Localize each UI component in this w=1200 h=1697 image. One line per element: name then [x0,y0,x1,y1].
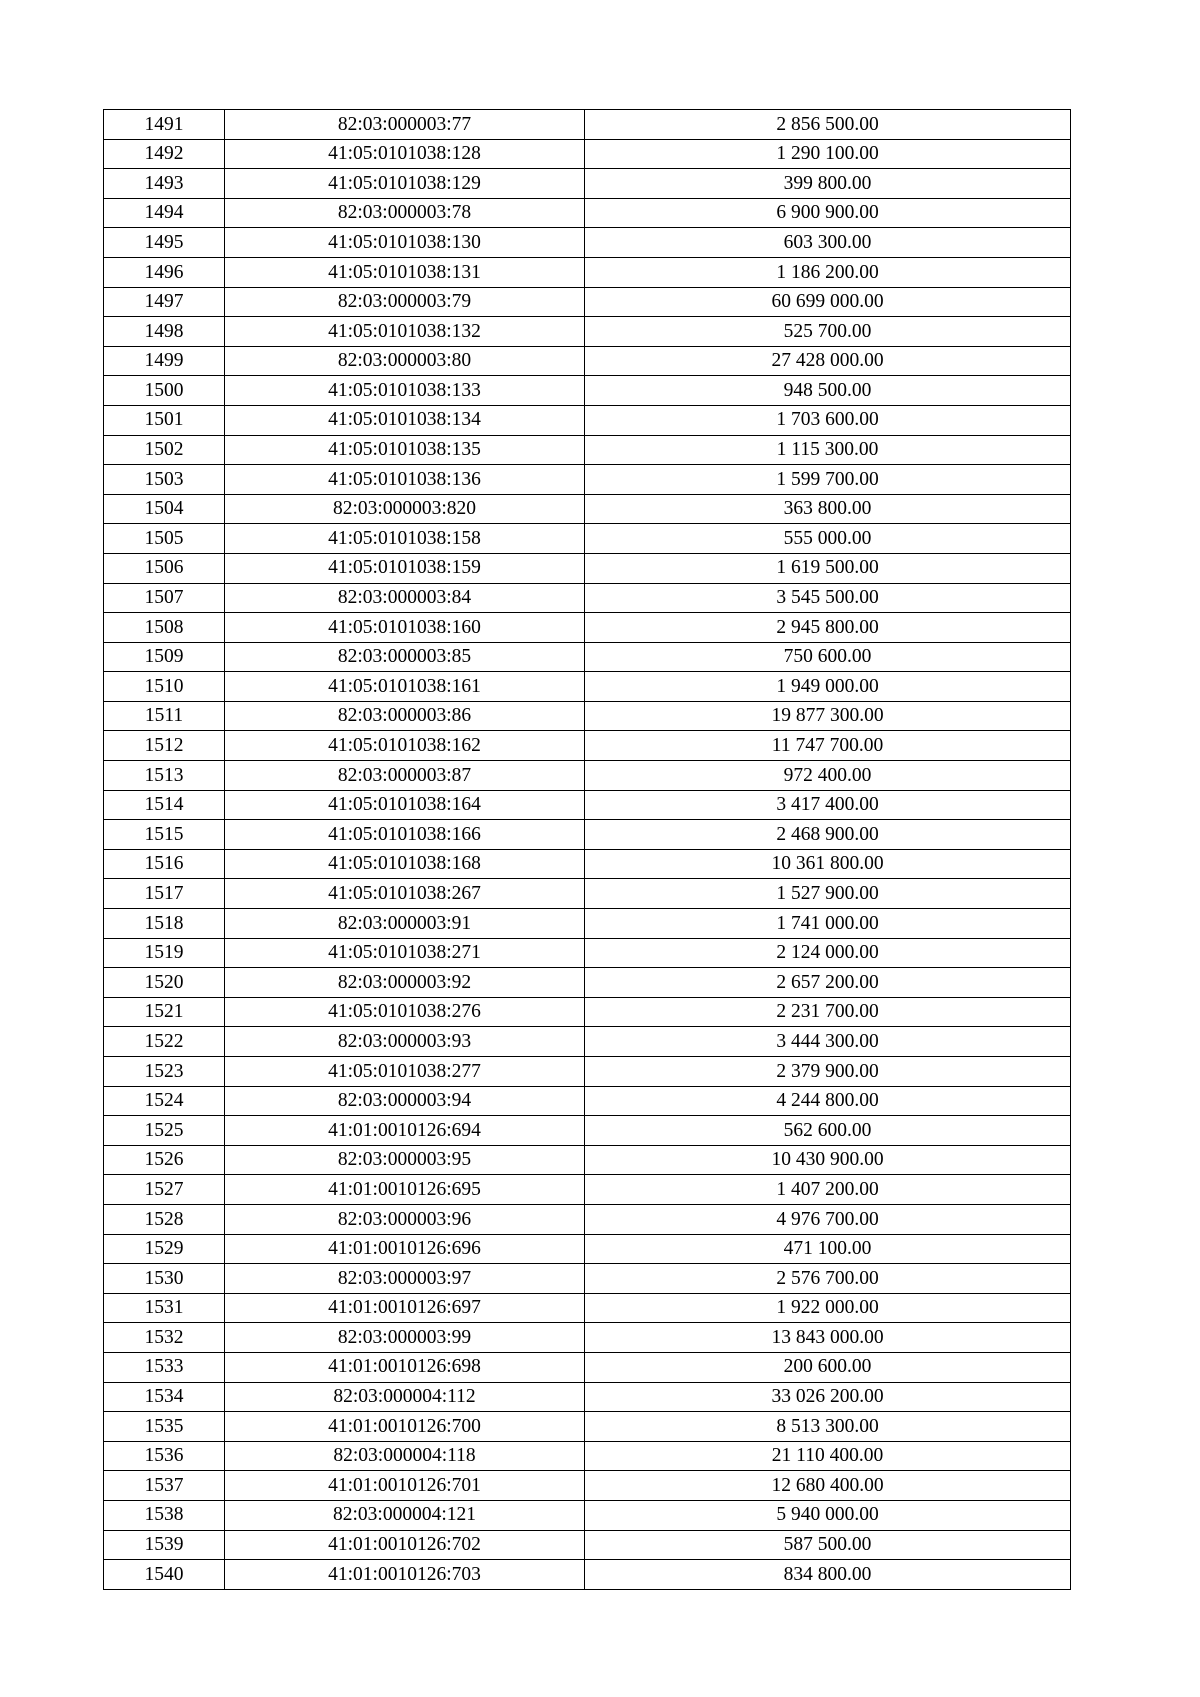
cadastral-number-cell: 41:05:0101038:166 [225,820,585,850]
table-row [104,1175,1071,1205]
row-number-cell: 1536 [104,1441,225,1471]
cadastral-number-cell: 41:05:0101038:136 [225,465,585,495]
cadastral-number-cell: 82:03:000004:121 [225,1500,585,1530]
cadastral-number-cell: 41:01:0010126:696 [225,1234,585,1264]
cadastral-number-cell: 82:03:000003:87 [225,761,585,791]
table-row [104,1204,1071,1234]
cadastral-value-cell: 587 500.00 [585,1530,1071,1560]
cadastral-number-cell: 41:01:0010126:695 [225,1175,585,1205]
row-number-cell: 1520 [104,968,225,998]
cadastral-value-cell: 21 110 400.00 [585,1441,1071,1471]
table-row [104,1471,1071,1501]
row-number-cell: 1524 [104,1086,225,1116]
row-number-cell: 1498 [104,317,225,347]
cadastral-number-cell: 82:03:000003:92 [225,968,585,998]
cadastral-value-cell: 60 699 000.00 [585,287,1071,317]
table-row [104,938,1071,968]
cadastral-number-cell: 82:03:000003:84 [225,583,585,613]
row-number-cell: 1513 [104,761,225,791]
row-number-cell: 1539 [104,1530,225,1560]
table-row [104,1352,1071,1382]
row-number-cell: 1508 [104,613,225,643]
cadastral-number-cell: 41:01:0010126:697 [225,1293,585,1323]
row-number-cell: 1522 [104,1027,225,1057]
cadastral-number-cell: 41:05:0101038:129 [225,169,585,199]
cadastral-value-cell: 555 000.00 [585,524,1071,554]
row-number-cell: 1507 [104,583,225,613]
cadastral-number-cell: 82:03:000003:77 [225,110,585,140]
table-body [104,110,1071,1590]
table-row [104,790,1071,820]
table-row [104,849,1071,879]
table-row [104,287,1071,317]
cadastral-value-cell: 3 417 400.00 [585,790,1071,820]
cadastral-number-cell: 41:01:0010126:698 [225,1352,585,1382]
row-number-cell: 1517 [104,879,225,909]
cadastral-number-cell: 41:05:0101038:161 [225,672,585,702]
cadastral-value-cell: 1 115 300.00 [585,435,1071,465]
table-row [104,1500,1071,1530]
table-row [104,672,1071,702]
table-row [104,1145,1071,1175]
cadastral-value-cell: 4 976 700.00 [585,1204,1071,1234]
cadastral-value-cell: 10 430 900.00 [585,1145,1071,1175]
table-row [104,731,1071,761]
row-number-cell: 1540 [104,1560,225,1590]
cadastral-number-cell: 41:05:0101038:276 [225,997,585,1027]
row-number-cell: 1534 [104,1382,225,1412]
cadastral-value-cell: 2 468 900.00 [585,820,1071,850]
cadastral-number-cell: 41:05:0101038:132 [225,317,585,347]
row-number-cell: 1523 [104,1057,225,1087]
row-number-cell: 1538 [104,1500,225,1530]
row-number-cell: 1506 [104,553,225,583]
cadastral-value-cell: 6 900 900.00 [585,198,1071,228]
row-number-cell: 1494 [104,198,225,228]
cadastral-number-cell: 82:03:000003:93 [225,1027,585,1057]
cadastral-number-cell: 82:03:000003:95 [225,1145,585,1175]
table-row [104,701,1071,731]
row-number-cell: 1499 [104,346,225,376]
cadastral-number-cell: 41:05:0101038:168 [225,849,585,879]
table-row [104,761,1071,791]
cadastral-number-cell: 41:05:0101038:162 [225,731,585,761]
table-row [104,583,1071,613]
row-number-cell: 1512 [104,731,225,761]
cadastral-value-cell: 1 290 100.00 [585,139,1071,169]
cadastral-value-cell: 1 186 200.00 [585,257,1071,287]
cadastral-number-cell: 41:05:0101038:164 [225,790,585,820]
table-row [104,317,1071,347]
table-row [104,1264,1071,1294]
cadastral-number-cell: 41:05:0101038:135 [225,435,585,465]
cadastral-number-cell: 41:05:0101038:277 [225,1057,585,1087]
row-number-cell: 1529 [104,1234,225,1264]
cadastral-number-cell: 41:05:0101038:130 [225,228,585,258]
cadastral-number-cell: 82:03:000003:85 [225,642,585,672]
cadastral-value-cell: 4 244 800.00 [585,1086,1071,1116]
cadastral-value-cell: 5 940 000.00 [585,1500,1071,1530]
cadastral-value-cell: 12 680 400.00 [585,1471,1071,1501]
cadastral-value-cell: 1 703 600.00 [585,405,1071,435]
table-row [104,1293,1071,1323]
row-number-cell: 1514 [104,790,225,820]
cadastral-value-cell: 2 945 800.00 [585,613,1071,643]
cadastral-value-cell: 750 600.00 [585,642,1071,672]
cadastral-number-cell: 82:03:000003:96 [225,1204,585,1234]
cadastral-number-cell: 82:03:000004:118 [225,1441,585,1471]
cadastral-value-cell: 11 747 700.00 [585,731,1071,761]
table-row [104,1412,1071,1442]
cadastral-value-cell: 1 527 900.00 [585,879,1071,909]
cadastral-number-cell: 82:03:000003:91 [225,909,585,939]
cadastral-number-cell: 82:03:000003:80 [225,346,585,376]
cadastral-value-cell: 1 741 000.00 [585,909,1071,939]
cadastral-value-cell: 3 444 300.00 [585,1027,1071,1057]
row-number-cell: 1526 [104,1145,225,1175]
table-row [104,1382,1071,1412]
table-row [104,169,1071,199]
cadastral-value-cell: 972 400.00 [585,761,1071,791]
cadastral-number-cell: 41:05:0101038:271 [225,938,585,968]
cadastral-number-cell: 41:01:0010126:702 [225,1530,585,1560]
row-number-cell: 1521 [104,997,225,1027]
table-row [104,968,1071,998]
table-row [104,1027,1071,1057]
cadastral-number-cell: 82:03:000003:79 [225,287,585,317]
row-number-cell: 1516 [104,849,225,879]
cadastral-value-cell: 33 026 200.00 [585,1382,1071,1412]
cadastral-value-cell: 13 843 000.00 [585,1323,1071,1353]
cadastral-value-cell: 834 800.00 [585,1560,1071,1590]
cadastral-value-cell: 2 379 900.00 [585,1057,1071,1087]
table-row [104,820,1071,850]
table-row [104,465,1071,495]
cadastral-value-cell: 1 599 700.00 [585,465,1071,495]
table-row [104,257,1071,287]
table-row [104,1530,1071,1560]
table-row [104,228,1071,258]
row-number-cell: 1509 [104,642,225,672]
cadastral-value-cell: 2 576 700.00 [585,1264,1071,1294]
cadastral-number-cell: 41:05:0101038:133 [225,376,585,406]
table-row [104,879,1071,909]
cadastral-number-cell: 41:05:0101038:159 [225,553,585,583]
row-number-cell: 1500 [104,376,225,406]
cadastral-number-cell: 41:05:0101038:131 [225,257,585,287]
cadastral-number-cell: 82:03:000003:97 [225,1264,585,1294]
table-row [104,110,1071,140]
cadastral-number-cell: 41:05:0101038:267 [225,879,585,909]
cadastral-value-cell: 525 700.00 [585,317,1071,347]
row-number-cell: 1535 [104,1412,225,1442]
cadastral-value-cell: 1 949 000.00 [585,672,1071,702]
table-row [104,1441,1071,1471]
cadastral-value-cell: 2 231 700.00 [585,997,1071,1027]
cadastral-value-cell: 562 600.00 [585,1116,1071,1146]
table-row [104,1560,1071,1590]
table-row [104,1086,1071,1116]
table-row [104,139,1071,169]
row-number-cell: 1505 [104,524,225,554]
table-row [104,1057,1071,1087]
cadastral-number-cell: 41:01:0010126:694 [225,1116,585,1146]
cadastral-value-cell: 1 407 200.00 [585,1175,1071,1205]
cadastral-number-cell: 41:01:0010126:701 [225,1471,585,1501]
cadastral-value-table [103,109,1071,1590]
cadastral-number-cell: 82:03:000003:94 [225,1086,585,1116]
row-number-cell: 1503 [104,465,225,495]
row-number-cell: 1525 [104,1116,225,1146]
table-row [104,1116,1071,1146]
row-number-cell: 1510 [104,672,225,702]
row-number-cell: 1530 [104,1264,225,1294]
cadastral-value-cell: 27 428 000.00 [585,346,1071,376]
row-number-cell: 1495 [104,228,225,258]
cadastral-value-cell: 603 300.00 [585,228,1071,258]
cadastral-number-cell: 41:01:0010126:703 [225,1560,585,1590]
row-number-cell: 1518 [104,909,225,939]
cadastral-value-cell: 3 545 500.00 [585,583,1071,613]
row-number-cell: 1491 [104,110,225,140]
table-row [104,405,1071,435]
row-number-cell: 1504 [104,494,225,524]
row-number-cell: 1533 [104,1352,225,1382]
cadastral-number-cell: 41:05:0101038:128 [225,139,585,169]
cadastral-number-cell: 82:03:000003:86 [225,701,585,731]
table-row [104,198,1071,228]
table-row [104,909,1071,939]
cadastral-value-cell: 948 500.00 [585,376,1071,406]
table-row [104,346,1071,376]
row-number-cell: 1531 [104,1293,225,1323]
table-row [104,524,1071,554]
cadastral-number-cell: 41:01:0010126:700 [225,1412,585,1442]
cadastral-value-cell: 399 800.00 [585,169,1071,199]
row-number-cell: 1528 [104,1204,225,1234]
row-number-cell: 1537 [104,1471,225,1501]
cadastral-value-cell: 1 922 000.00 [585,1293,1071,1323]
cadastral-number-cell: 82:03:000003:99 [225,1323,585,1353]
table-row [104,376,1071,406]
cadastral-value-cell: 2 124 000.00 [585,938,1071,968]
table-row [104,435,1071,465]
row-number-cell: 1511 [104,701,225,731]
cadastral-value-cell: 2 856 500.00 [585,110,1071,140]
table-row [104,1234,1071,1264]
table-row [104,613,1071,643]
cadastral-value-cell: 19 877 300.00 [585,701,1071,731]
cadastral-number-cell: 82:03:000003:820 [225,494,585,524]
cadastral-value-cell: 8 513 300.00 [585,1412,1071,1442]
cadastral-number-cell: 82:03:000004:112 [225,1382,585,1412]
cadastral-value-cell: 10 361 800.00 [585,849,1071,879]
table-row [104,997,1071,1027]
cadastral-value-cell: 363 800.00 [585,494,1071,524]
cadastral-number-cell: 41:05:0101038:158 [225,524,585,554]
row-number-cell: 1492 [104,139,225,169]
cadastral-value-cell: 2 657 200.00 [585,968,1071,998]
row-number-cell: 1501 [104,405,225,435]
row-number-cell: 1519 [104,938,225,968]
row-number-cell: 1527 [104,1175,225,1205]
row-number-cell: 1496 [104,257,225,287]
cadastral-value-cell: 1 619 500.00 [585,553,1071,583]
cadastral-value-cell: 471 100.00 [585,1234,1071,1264]
row-number-cell: 1502 [104,435,225,465]
table-row [104,494,1071,524]
table-row [104,1323,1071,1353]
cadastral-number-cell: 41:05:0101038:160 [225,613,585,643]
table-row [104,642,1071,672]
table-row [104,553,1071,583]
row-number-cell: 1515 [104,820,225,850]
row-number-cell: 1497 [104,287,225,317]
cadastral-value-cell: 200 600.00 [585,1352,1071,1382]
row-number-cell: 1532 [104,1323,225,1353]
row-number-cell: 1493 [104,169,225,199]
cadastral-number-cell: 82:03:000003:78 [225,198,585,228]
cadastral-number-cell: 41:05:0101038:134 [225,405,585,435]
